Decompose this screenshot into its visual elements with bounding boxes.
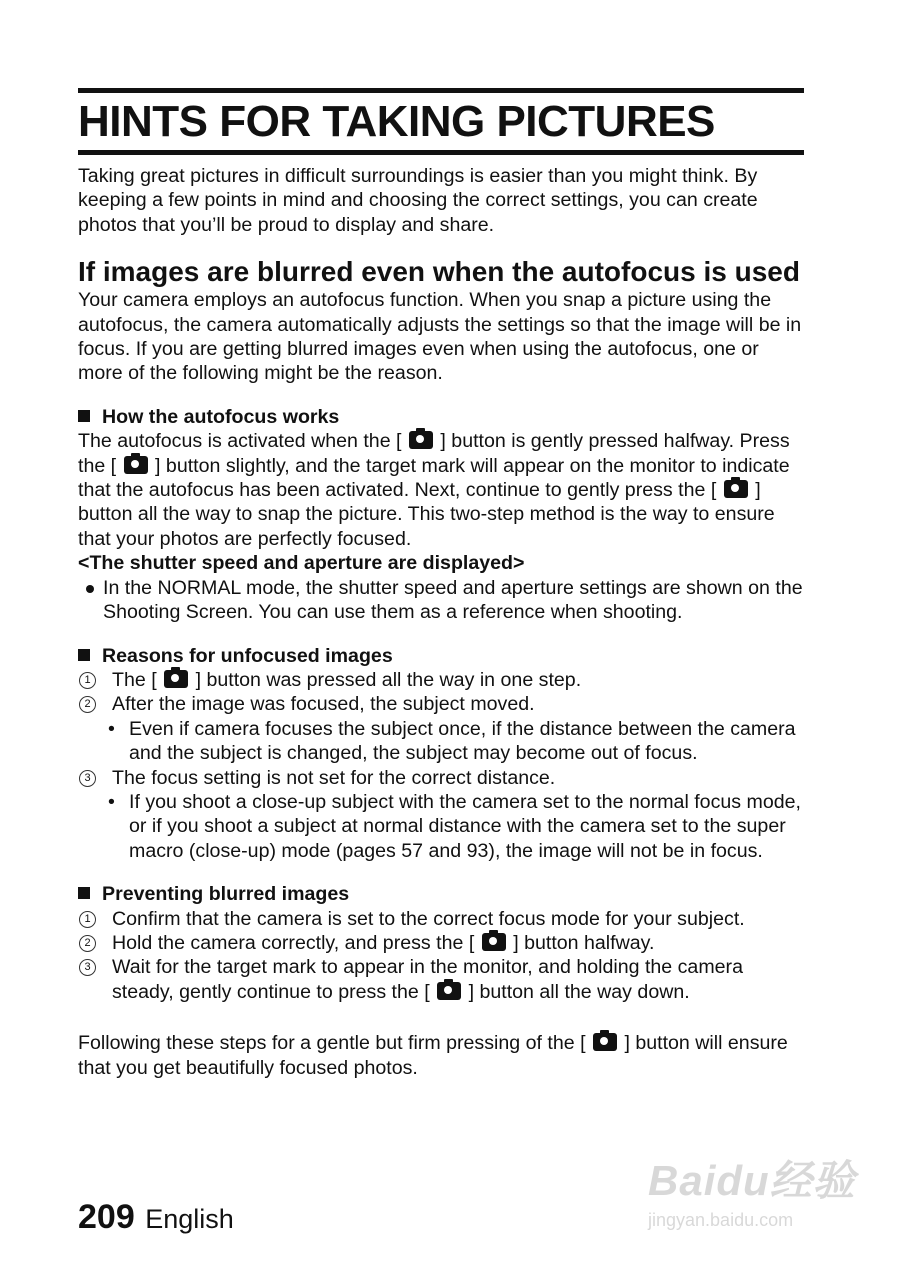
circled-number-icon: 2 xyxy=(79,935,96,952)
bullet-item: In the NORMAL mode, the shutter speed and aperture settings are shown on the Shooting Screen. You can use them as a reference when shooting. xyxy=(78,576,808,625)
reasons-block xyxy=(78,644,808,864)
circled-number-icon: 1 xyxy=(79,672,96,689)
reason-item-2-detail: • Even if camera focuses the subject once, if the distance between the camera and the subject is changed, the subject may become out of focus. xyxy=(108,717,796,765)
camera-icon xyxy=(482,933,506,951)
page-title: HINTS FOR TAKING PICTURES xyxy=(78,97,715,146)
baidu-watermark xyxy=(648,1148,858,1248)
reasons-heading: Reasons for unfocused images xyxy=(78,644,808,668)
camera-icon xyxy=(409,431,433,449)
page-number: 209 xyxy=(78,1198,135,1236)
circled-number-icon: 3 xyxy=(79,959,96,976)
title-bottom-rule xyxy=(78,150,804,155)
camera-icon xyxy=(593,1033,617,1051)
shutter-aperture-subheading: <The shutter speed and aperture are displayed> xyxy=(78,552,525,575)
page-footer xyxy=(78,1198,234,1237)
prevent-item-3: 3 Wait for the target mark to appear in the monitor, and holding the camera steady, gently continue to press the [ ] button all the way down. xyxy=(78,955,808,1004)
preventing-heading: Preventing blurred images xyxy=(78,882,808,906)
square-bullet-icon xyxy=(78,410,90,422)
square-bullet-icon xyxy=(78,887,90,899)
title-top-rule xyxy=(78,88,804,93)
camera-icon xyxy=(124,456,148,474)
how-autofocus-block xyxy=(78,405,808,625)
square-bullet-icon xyxy=(78,649,90,661)
bullet-dot-icon xyxy=(86,585,94,593)
camera-icon xyxy=(164,670,188,688)
section-title: If images are blurred even when the autofocus is used xyxy=(78,256,800,288)
reason-item-3: 3 The focus setting is not set for the correct distance. xyxy=(78,766,808,790)
reason-item-2: 2 After the image was focused, the subject moved. xyxy=(78,692,808,716)
reason-item-3-detail: • If you shoot a close-up subject with the camera set to the normal focus mode, or if you shoot a subject at normal distance with the camera set to the super macro (close-up) mode (pages 57 and 93), the image will not be in focus. xyxy=(108,790,801,862)
closing-paragraph: Following these steps for a gentle but firm pressing of the [ ] button will ensure that you get beautifully focused photos. xyxy=(78,1032,788,1079)
circled-number-icon: 1 xyxy=(79,911,96,928)
prevent-item-1: 1 Confirm that the camera is set to the correct focus mode for your subject. xyxy=(78,907,808,931)
watermark-url: jingyan.baidu.com xyxy=(648,1210,794,1230)
circled-number-icon: 3 xyxy=(79,770,96,787)
preventing-block xyxy=(78,882,808,1004)
section-body: Your camera employs an autofocus function. When you snap a picture using the autofocus, the camera automatically adjusts the settings so that the image will be in focus. If you are getting blurred images even when using the autofocus, one or more of the following might be the reason. xyxy=(78,289,802,385)
prevent-item-2: 2 Hold the camera correctly, and press the [ ] button halfway. xyxy=(78,931,808,955)
how-autofocus-heading: How the autofocus works xyxy=(78,405,808,429)
circled-number-icon: 2 xyxy=(79,696,96,713)
language-label: English xyxy=(145,1204,234,1234)
watermark-logo: Baidu经验 xyxy=(648,1157,856,1204)
reason-item-1: 1 The [ ] button was pressed all the way in one step. xyxy=(78,668,808,692)
how-autofocus-paragraph: The autofocus is activated when the [ ] button is gently pressed halfway. Press the [ ] button slightly, and the target mark will appear on the monitor to indicate that the autofocus has been activated. Next, continue to gently press the [ ] button all the way to snap the picture. This two-step method is the way to ensure that your photos are perfectly focused. xyxy=(78,430,790,550)
camera-icon xyxy=(724,480,748,498)
page-content xyxy=(78,164,808,1080)
intro-paragraph: Taking great pictures in difficult surroundings is easier than you might think. By keeping a few points in mind and choosing the correct settings, you can create photos that you’ll be proud to display and share. xyxy=(78,165,758,236)
camera-icon xyxy=(437,982,461,1000)
